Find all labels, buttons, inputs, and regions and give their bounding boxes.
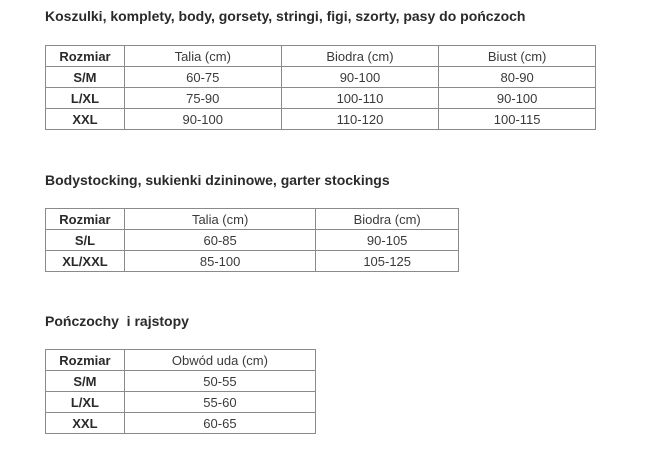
header-size: Rozmiar (46, 209, 125, 230)
value-cell: 90-100 (281, 67, 439, 88)
table-row (46, 230, 459, 251)
header-hips: Biodra (cm) (316, 209, 459, 230)
table-row (46, 392, 316, 413)
size-cell: XL/XXL (46, 251, 125, 272)
value-cell: 60-65 (124, 413, 315, 434)
value-cell: 100-115 (439, 109, 596, 130)
value-cell: 75-90 (124, 88, 281, 109)
header-waist: Talia (cm) (124, 209, 315, 230)
section-title: Bodystocking, sukienki dzininowe, garter stockings (45, 172, 390, 188)
value-cell: 60-85 (124, 230, 315, 251)
value-cell: 85-100 (124, 251, 315, 272)
table-row (46, 251, 459, 272)
value-cell: 80-90 (439, 67, 596, 88)
header-thigh: Obwód uda (cm) (124, 350, 315, 371)
value-cell: 100-110 (281, 88, 439, 109)
size-table (45, 208, 459, 272)
table-header-row (46, 209, 459, 230)
value-cell: 90-100 (439, 88, 596, 109)
table-header-row (46, 46, 596, 67)
size-cell: S/L (46, 230, 125, 251)
size-cell: XXL (46, 109, 125, 130)
size-cell: XXL (46, 413, 125, 434)
section-title: Pończochy i rajstopy (45, 313, 189, 329)
size-cell: L/XL (46, 392, 125, 413)
header-size: Rozmiar (46, 350, 125, 371)
section-title: Koszulki, komplety, body, gorsety, stringi, figi, szorty, pasy do pończoch (45, 8, 526, 24)
value-cell: 50-55 (124, 371, 315, 392)
header-waist: Talia (cm) (124, 46, 281, 67)
table-row (46, 109, 596, 130)
value-cell: 110-120 (281, 109, 439, 130)
table-row (46, 371, 316, 392)
value-cell: 90-105 (316, 230, 459, 251)
header-bust: Biust (cm) (439, 46, 596, 67)
value-cell: 55-60 (124, 392, 315, 413)
size-cell: L/XL (46, 88, 125, 109)
value-cell: 60-75 (124, 67, 281, 88)
value-cell: 90-100 (124, 109, 281, 130)
table-row (46, 413, 316, 434)
size-table (45, 349, 316, 434)
size-cell: S/M (46, 67, 125, 88)
header-hips: Biodra (cm) (281, 46, 439, 67)
size-cell: S/M (46, 371, 125, 392)
table-header-row (46, 350, 316, 371)
value-cell: 105-125 (316, 251, 459, 272)
size-table (45, 45, 596, 130)
table-row (46, 67, 596, 88)
table-row (46, 88, 596, 109)
header-size: Rozmiar (46, 46, 125, 67)
